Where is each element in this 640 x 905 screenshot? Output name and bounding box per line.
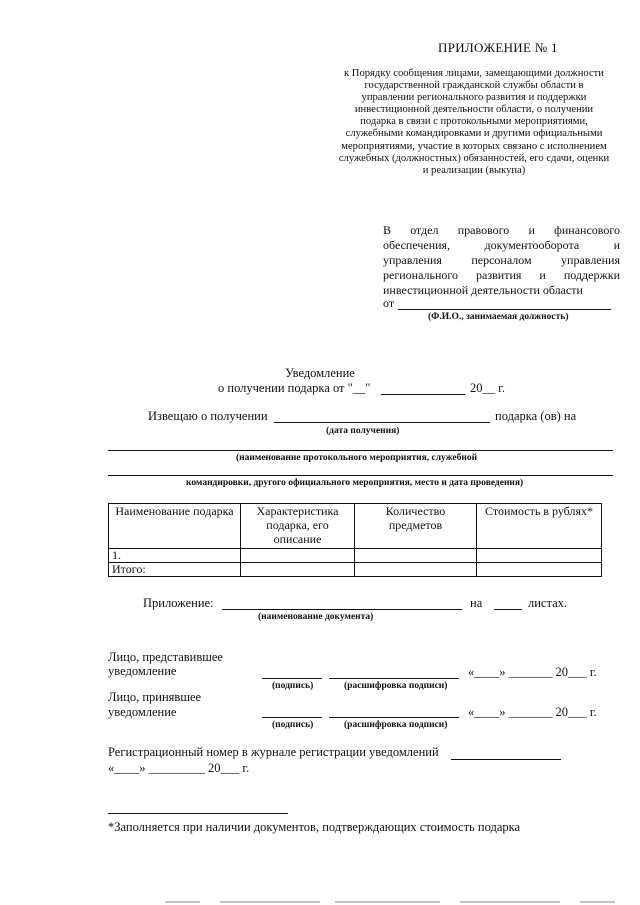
table-cell[interactable] [241, 549, 355, 563]
receiver-date[interactable]: «____» _______ 20___ г. [468, 705, 597, 719]
addressee-line: регионального развития и поддержки [383, 268, 620, 282]
attachment-caption: (наименование документа) [258, 612, 374, 622]
presenter-decode-caption: (расшифровка подписи) [344, 681, 448, 691]
scan-artifact-marks [0, 897, 640, 905]
receiver-label-2: уведомление [108, 705, 177, 719]
addressee-line: управления персоналом управления [383, 253, 620, 267]
date-caption: (дата получения) [326, 426, 400, 436]
header-cost: Стоимость в рублях* [477, 504, 602, 549]
attachment-sheets-label: листах. [528, 596, 568, 610]
presenter-label-2: уведомление [108, 664, 177, 678]
attachment-label: Приложение: [143, 596, 214, 610]
table-cell[interactable] [355, 563, 477, 577]
appendix-title: ПРИЛОЖЕНИЕ № 1 [438, 40, 558, 55]
from-caption: (Ф.И.О., занимаемая должность) [428, 312, 569, 322]
event-caption-2: командировки, другого официального мероприятия, место и дата проведения) [186, 478, 524, 488]
registration-date[interactable]: «____» _________ 20___ г. [108, 761, 250, 775]
footnote-separator [108, 813, 288, 814]
table-cell[interactable] [355, 549, 477, 563]
from-label: от [383, 296, 395, 310]
presenter-label-1: Лицо, представившее [108, 650, 223, 664]
table-cell[interactable]: Итого: [109, 563, 241, 577]
inform-suffix: подарка (ов) на [495, 409, 577, 423]
addressee-line: обеспечения, документооборота и [383, 238, 620, 252]
table-cell[interactable] [477, 563, 602, 577]
appendix-subtitle: к Порядку сообщения лицами, замещающими должности государственной гражданской службы области в управлении регионального развития и поддержки инвестиционной деятельности области, о получении подарка в связи с протокольными мероприятиями, служебными командировками и другими официальными мероприятиями, участие в которых связано с исполнением служебных (должностных) обязанностей, его сдачи, оценки и реализации (выкупа) [338, 68, 610, 176]
receiver-decode-field[interactable] [329, 717, 459, 718]
table-row [109, 563, 602, 577]
event-field-2[interactable] [108, 475, 613, 476]
notice-subtitle-year: 20__ г. [470, 381, 505, 395]
inform-label: Извещаю о получении [148, 409, 268, 423]
registration-number-field[interactable] [451, 759, 561, 760]
addressee-block [383, 223, 620, 298]
registration-label: Регистрационный номер в журнале регистрации уведомлений [108, 745, 439, 759]
presenter-date[interactable]: «____» _______ 20___ г. [468, 665, 597, 679]
event-caption-1: (наименование протокольного мероприятия, служебной [236, 453, 478, 463]
table-cell[interactable] [477, 549, 602, 563]
table-row [109, 549, 602, 563]
event-field-1[interactable] [108, 450, 613, 451]
notice-month-field[interactable] [381, 394, 465, 395]
footnote-text: *Заполняется при наличии документов, подтверждающих стоимость подарка [108, 820, 521, 834]
header-description: Характеристика подарка, его описание [241, 504, 355, 549]
table-cell[interactable] [241, 563, 355, 577]
notice-title: Уведомление [285, 366, 355, 380]
presenter-signature-field[interactable] [262, 678, 322, 679]
header-gift-name: Наименование подарка [109, 504, 241, 549]
gifts-table [108, 503, 602, 577]
addressee-line: В отдел правового и финансового [383, 223, 620, 237]
table-header-row [109, 504, 602, 549]
receipt-date-field[interactable] [274, 422, 490, 423]
presenter-signature-caption: (подпись) [272, 681, 314, 691]
presenter-decode-field[interactable] [329, 678, 459, 679]
receiver-signature-caption: (подпись) [272, 720, 314, 730]
receiver-label-1: Лицо, принявшее [108, 690, 202, 704]
from-field[interactable] [398, 309, 611, 310]
attachment-field[interactable] [222, 609, 462, 610]
sheets-count-field[interactable] [494, 609, 522, 610]
receiver-decode-caption: (расшифровка подписи) [344, 720, 448, 730]
addressee-line: инвестиционной деятельности области [383, 283, 583, 297]
attachment-on-label: на [470, 596, 483, 610]
notice-subtitle-prefix: о получении подарка от "__" [218, 381, 371, 395]
table-cell[interactable]: 1. [109, 549, 241, 563]
receiver-signature-field[interactable] [262, 717, 322, 718]
header-quantity: Количество предметов [355, 504, 477, 549]
